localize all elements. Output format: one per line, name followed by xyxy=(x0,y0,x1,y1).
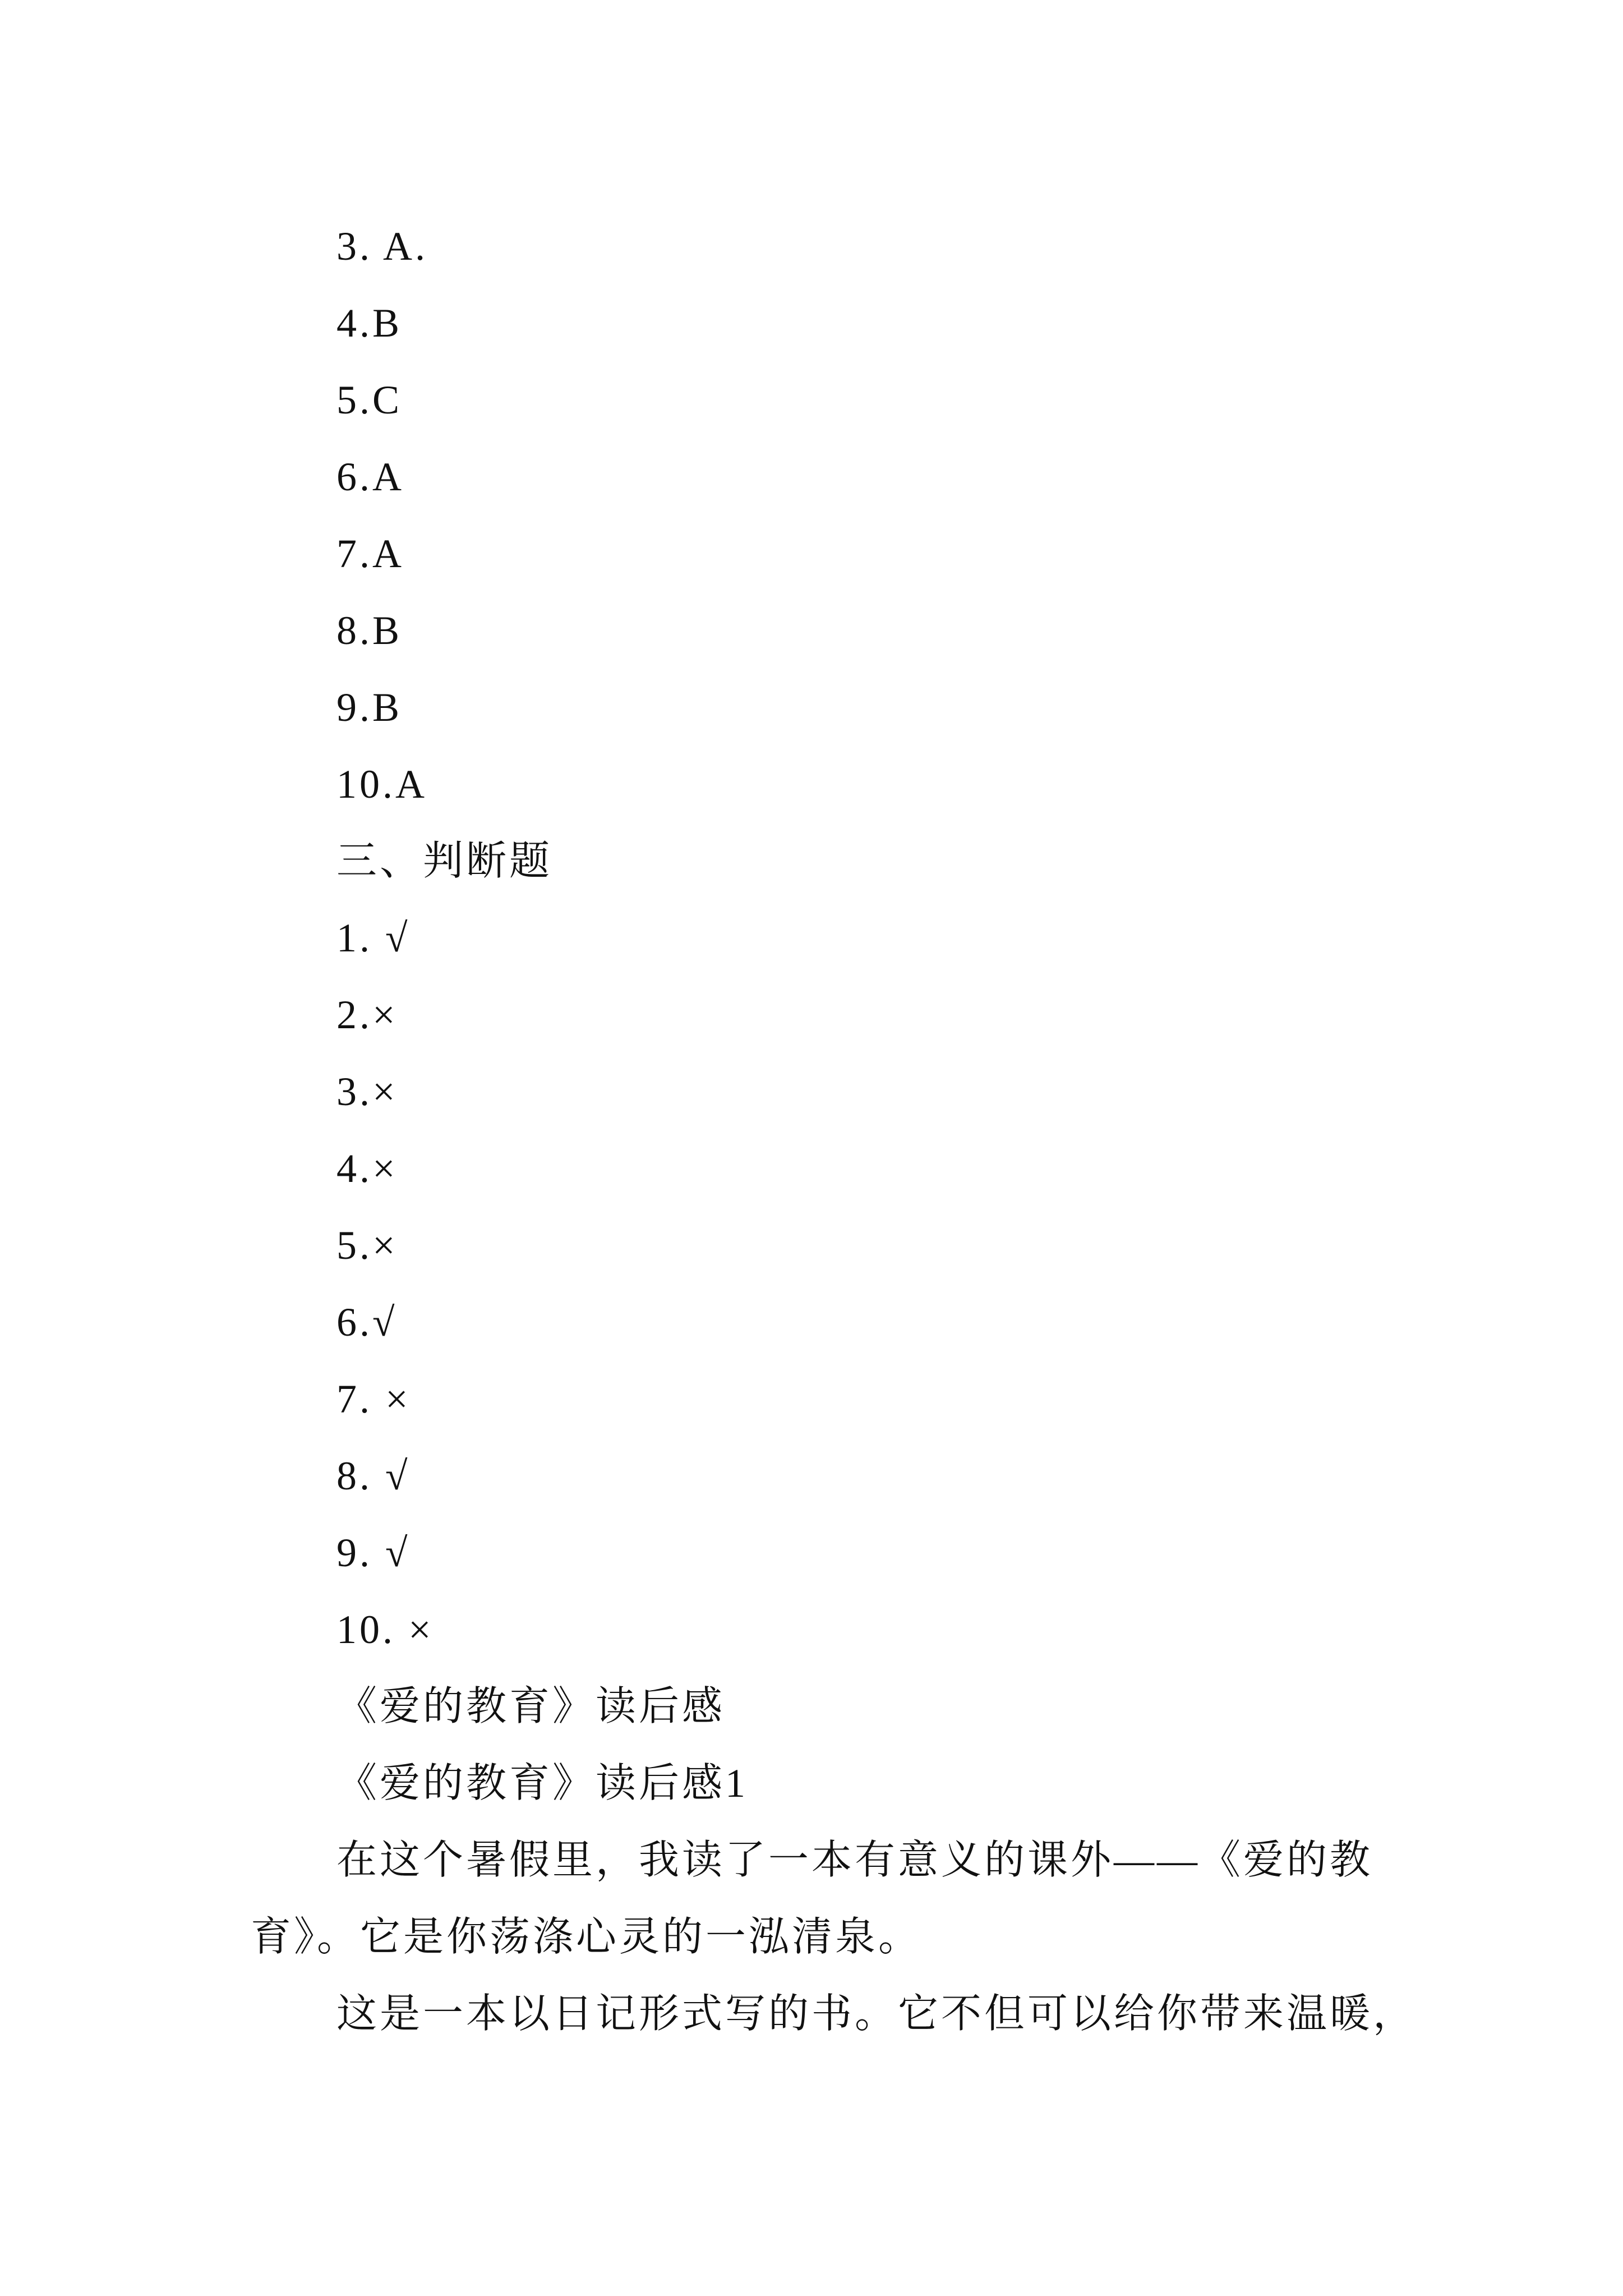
choice-answer: 10.A xyxy=(336,762,427,807)
essay-title: 《爱的教育》读后感 xyxy=(336,1684,726,1729)
judgment-heading: 三、判断题 xyxy=(336,839,553,884)
judgment-answer: 7. × xyxy=(336,1377,411,1421)
judgment-answer: 4.× xyxy=(336,1146,398,1191)
judgment-answer: 8. √ xyxy=(336,1453,411,1498)
essay-subtitle: 《爱的教育》读后感1 xyxy=(336,1761,749,1806)
paragraph-line: 在这个暑假里，我读了一本有意义的课外——《爱的教 xyxy=(336,1838,1373,1883)
choice-answer: 9.B xyxy=(336,685,403,730)
document-body xyxy=(0,208,1623,2053)
judgment-answer: 10. × xyxy=(336,1607,434,1652)
choice-answer: 5.C xyxy=(336,378,403,422)
judgment-answer: 2.× xyxy=(336,992,398,1037)
choice-answer: 6.A xyxy=(336,454,404,499)
paragraph-line: 这是一本以日记形式写的书。它不但可以给你带来温暖， xyxy=(336,1991,1417,2036)
judgment-answer: 3.× xyxy=(336,1069,398,1114)
judgment-answer: 1. √ xyxy=(336,915,411,960)
judgment-answer: 5.× xyxy=(336,1223,398,1268)
judgment-answer: 6.√ xyxy=(336,1300,398,1345)
paragraph-line: 育》。它是你荡涤心灵的一泓清泉。 xyxy=(251,1915,922,1959)
choice-answer: 4.B xyxy=(336,301,403,346)
choice-answer: 7.A xyxy=(336,531,404,576)
choice-answer: 8.B xyxy=(336,608,403,653)
judgment-answer: 9. √ xyxy=(336,1530,411,1575)
choice-answer: 3. A. xyxy=(336,224,428,269)
